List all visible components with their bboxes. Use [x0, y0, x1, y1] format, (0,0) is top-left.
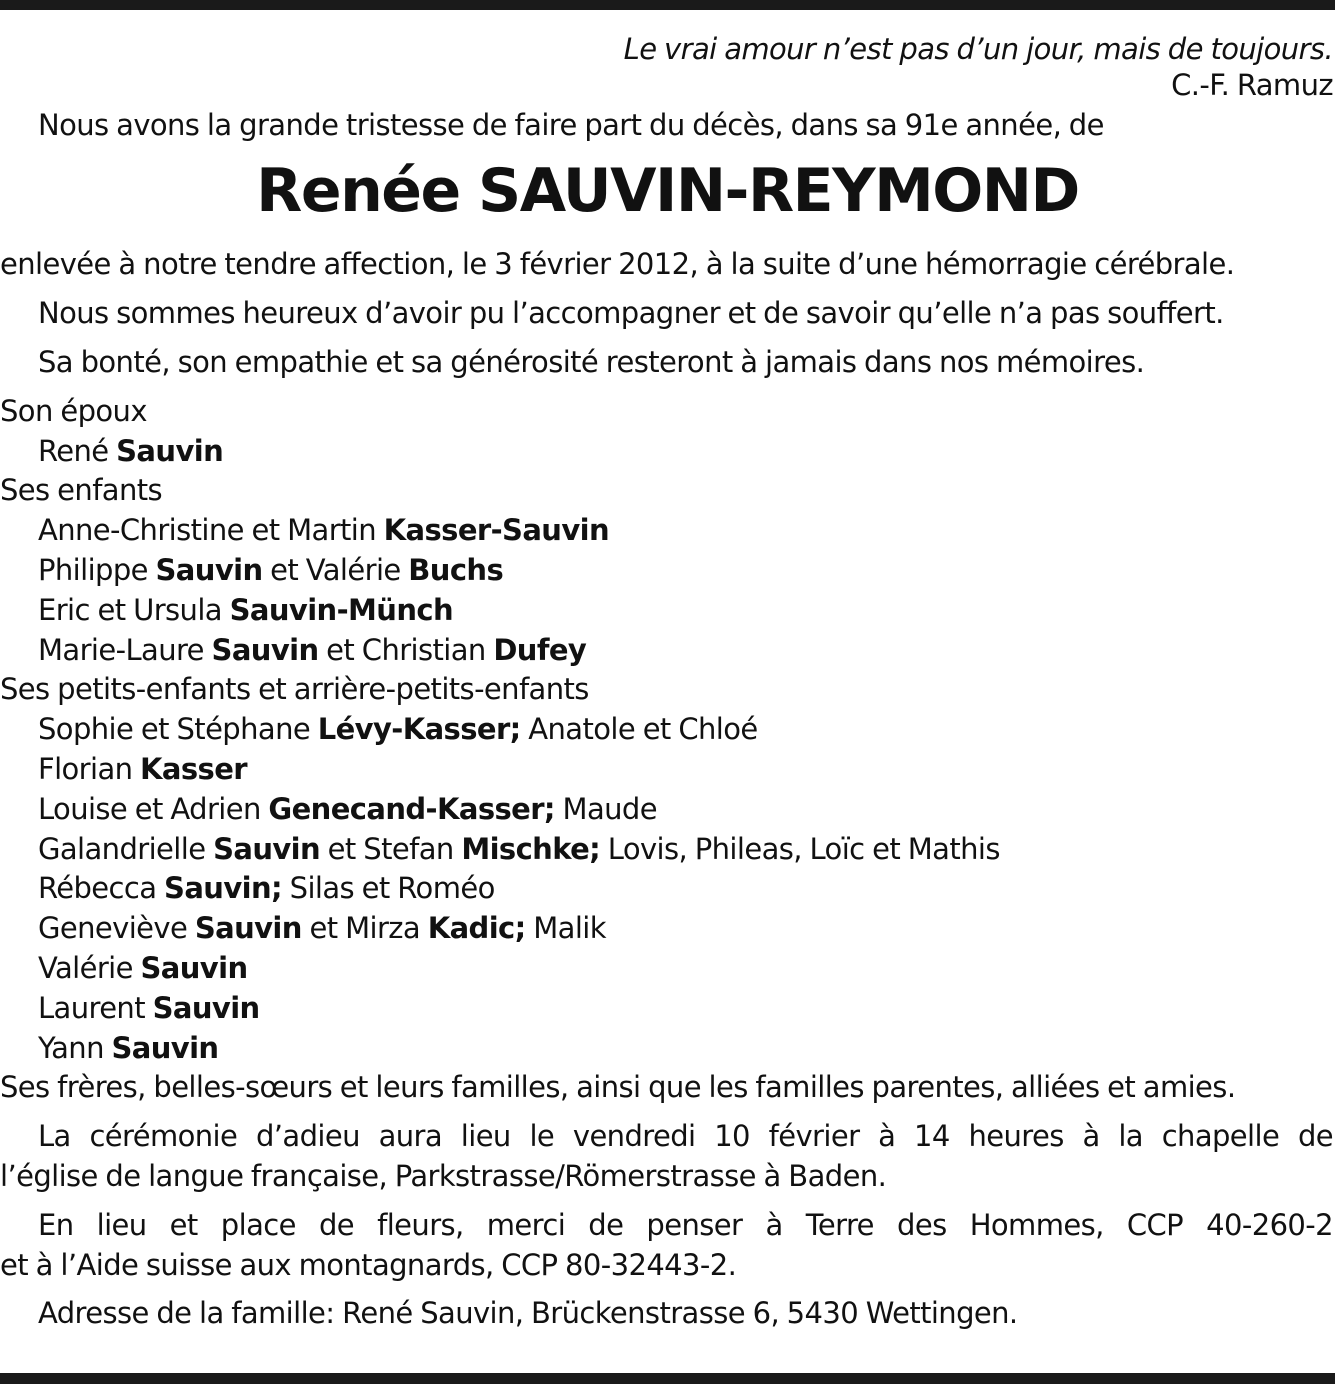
given-names: Marie-Laure: [38, 632, 212, 667]
given-names: Rébecca: [38, 871, 165, 906]
bottom-border-rule: [0, 1373, 1335, 1384]
death-announcement: enlevée à notre tendre affection, le 3 février 2012, à la suite d’une hémorragie cérébrale.: [0, 247, 1235, 282]
given-names: Laurent: [38, 990, 153, 1025]
given-names: et Mirza: [301, 911, 428, 946]
given-names: Maude: [554, 791, 657, 826]
ceremony-line-2: l’église de langue française, Parkstrasse/Römerstrasse à Baden.: [0, 1158, 887, 1193]
given-names: Eric et Ursula: [38, 592, 230, 627]
surname: Dufey: [493, 632, 587, 667]
surname: Sauvin: [140, 950, 248, 985]
deceased-name: Renée SAUVIN-REYMOND: [256, 156, 1079, 227]
given-names: Sophie et Stéphane: [38, 712, 318, 747]
given-names: et Christian: [318, 632, 494, 667]
given-names: Yann: [38, 1030, 112, 1065]
epigraph-author: C.-F. Ramuz: [1171, 67, 1333, 102]
donations-line-2: et à l’Aide suisse aux montagnards, CCP 80-32443-2.: [0, 1247, 737, 1282]
family-member-row: [0, 551, 1335, 591]
family-member-row: [0, 631, 1335, 671]
given-names: Philippe: [38, 552, 156, 587]
surname: Sauvin: [116, 433, 224, 468]
paragraph-memory: Sa bonté, son empathie et sa générosité resteront à jamais dans nos mémoires.: [38, 344, 1145, 379]
grandchildren-list: [0, 710, 1335, 1068]
given-names: Valérie: [38, 950, 141, 985]
surname: Lévy-Kasser;: [317, 712, 521, 747]
grandchildren-heading: Ses petits-enfants et arrière-petits-enfants: [0, 672, 589, 707]
family-member-row: [0, 949, 1335, 989]
epigraph-quote: Le vrai amour n’est pas d’un jour, mais de toujours.: [623, 32, 1333, 66]
given-names: et Valérie: [262, 552, 409, 587]
donations-paragraph: [0, 1206, 1335, 1286]
surname: Sauvin: [213, 831, 321, 866]
family-member-row: [0, 869, 1335, 909]
siblings-line: Ses frères, belles-sœurs et leurs familles, ainsi que les familles parentes, alliées et amies.: [0, 1070, 1236, 1105]
given-names: Malik: [525, 911, 606, 946]
given-names: Anne-Christine et Martin: [38, 513, 384, 548]
surname: Mischke;: [461, 831, 601, 866]
given-names: Silas et Roméo: [282, 871, 495, 906]
first-name: René: [38, 433, 117, 468]
ceremony-paragraph: [0, 1117, 1335, 1197]
given-names: et Stefan: [320, 831, 462, 866]
given-names: Lovis, Phileas, Loïc et Mathis: [600, 831, 1000, 866]
surname: Sauvin: [194, 911, 302, 946]
surname: Kasser: [140, 751, 247, 786]
children-list: [0, 511, 1335, 670]
spouse-section: [0, 392, 1335, 472]
surname: Sauvin: [111, 1030, 219, 1065]
surname: Sauvin: [152, 990, 260, 1025]
family-address: Adresse de la famille: René Sauvin, Brückenstrasse 6, 5430 Wettingen.: [38, 1296, 1018, 1331]
donations-line-1: En lieu et place de fleurs, merci de penser à Terre des Hommes, CCP 40-260-2: [38, 1207, 1333, 1242]
family-member-row: [0, 1029, 1335, 1069]
family-member-row: [0, 750, 1335, 790]
given-names: Galandrielle: [38, 831, 214, 866]
surname: Sauvin;: [164, 871, 283, 906]
family-member-row: [0, 830, 1335, 870]
grandchildren-section: [0, 670, 1335, 1068]
family-member-row: [0, 989, 1335, 1029]
given-names: Geneviève: [38, 911, 195, 946]
surname: Kadic;: [427, 911, 526, 946]
family-member-row: [0, 909, 1335, 949]
family-member-row: [0, 710, 1335, 750]
surname: Sauvin: [155, 552, 263, 587]
family-member-row: [0, 790, 1335, 830]
surname: Sauvin-Münch: [229, 592, 454, 627]
surname: Sauvin: [211, 632, 319, 667]
surname: Buchs: [408, 552, 504, 587]
spouse-heading: Son époux: [0, 393, 147, 428]
intro-line: Nous avons la grande tristesse de faire part du décès, dans sa 91e année, de: [38, 107, 1104, 142]
paragraph-accompany: Nous sommes heureux d’avoir pu l’accompagner et de savoir qu’elle n’a pas souffert.: [38, 296, 1224, 331]
given-names: Anatole et Chloé: [520, 712, 758, 747]
top-border-rule: [0, 0, 1335, 10]
family-member-row: [0, 511, 1335, 551]
surname: Kasser-Sauvin: [383, 513, 610, 548]
given-names: Louise et Adrien: [38, 791, 269, 826]
ceremony-line-1: La cérémonie d’adieu aura lieu le vendredi 10 février à 14 heures à la chapelle de: [38, 1119, 1333, 1154]
given-names: Florian: [38, 751, 141, 786]
family-member-row: [0, 591, 1335, 631]
obituary-notice: [0, 30, 1335, 1334]
children-section: [0, 471, 1335, 670]
spouse-name: [0, 432, 1335, 472]
children-heading: Ses enfants: [0, 473, 163, 508]
surname: Genecand-Kasser;: [268, 791, 555, 826]
